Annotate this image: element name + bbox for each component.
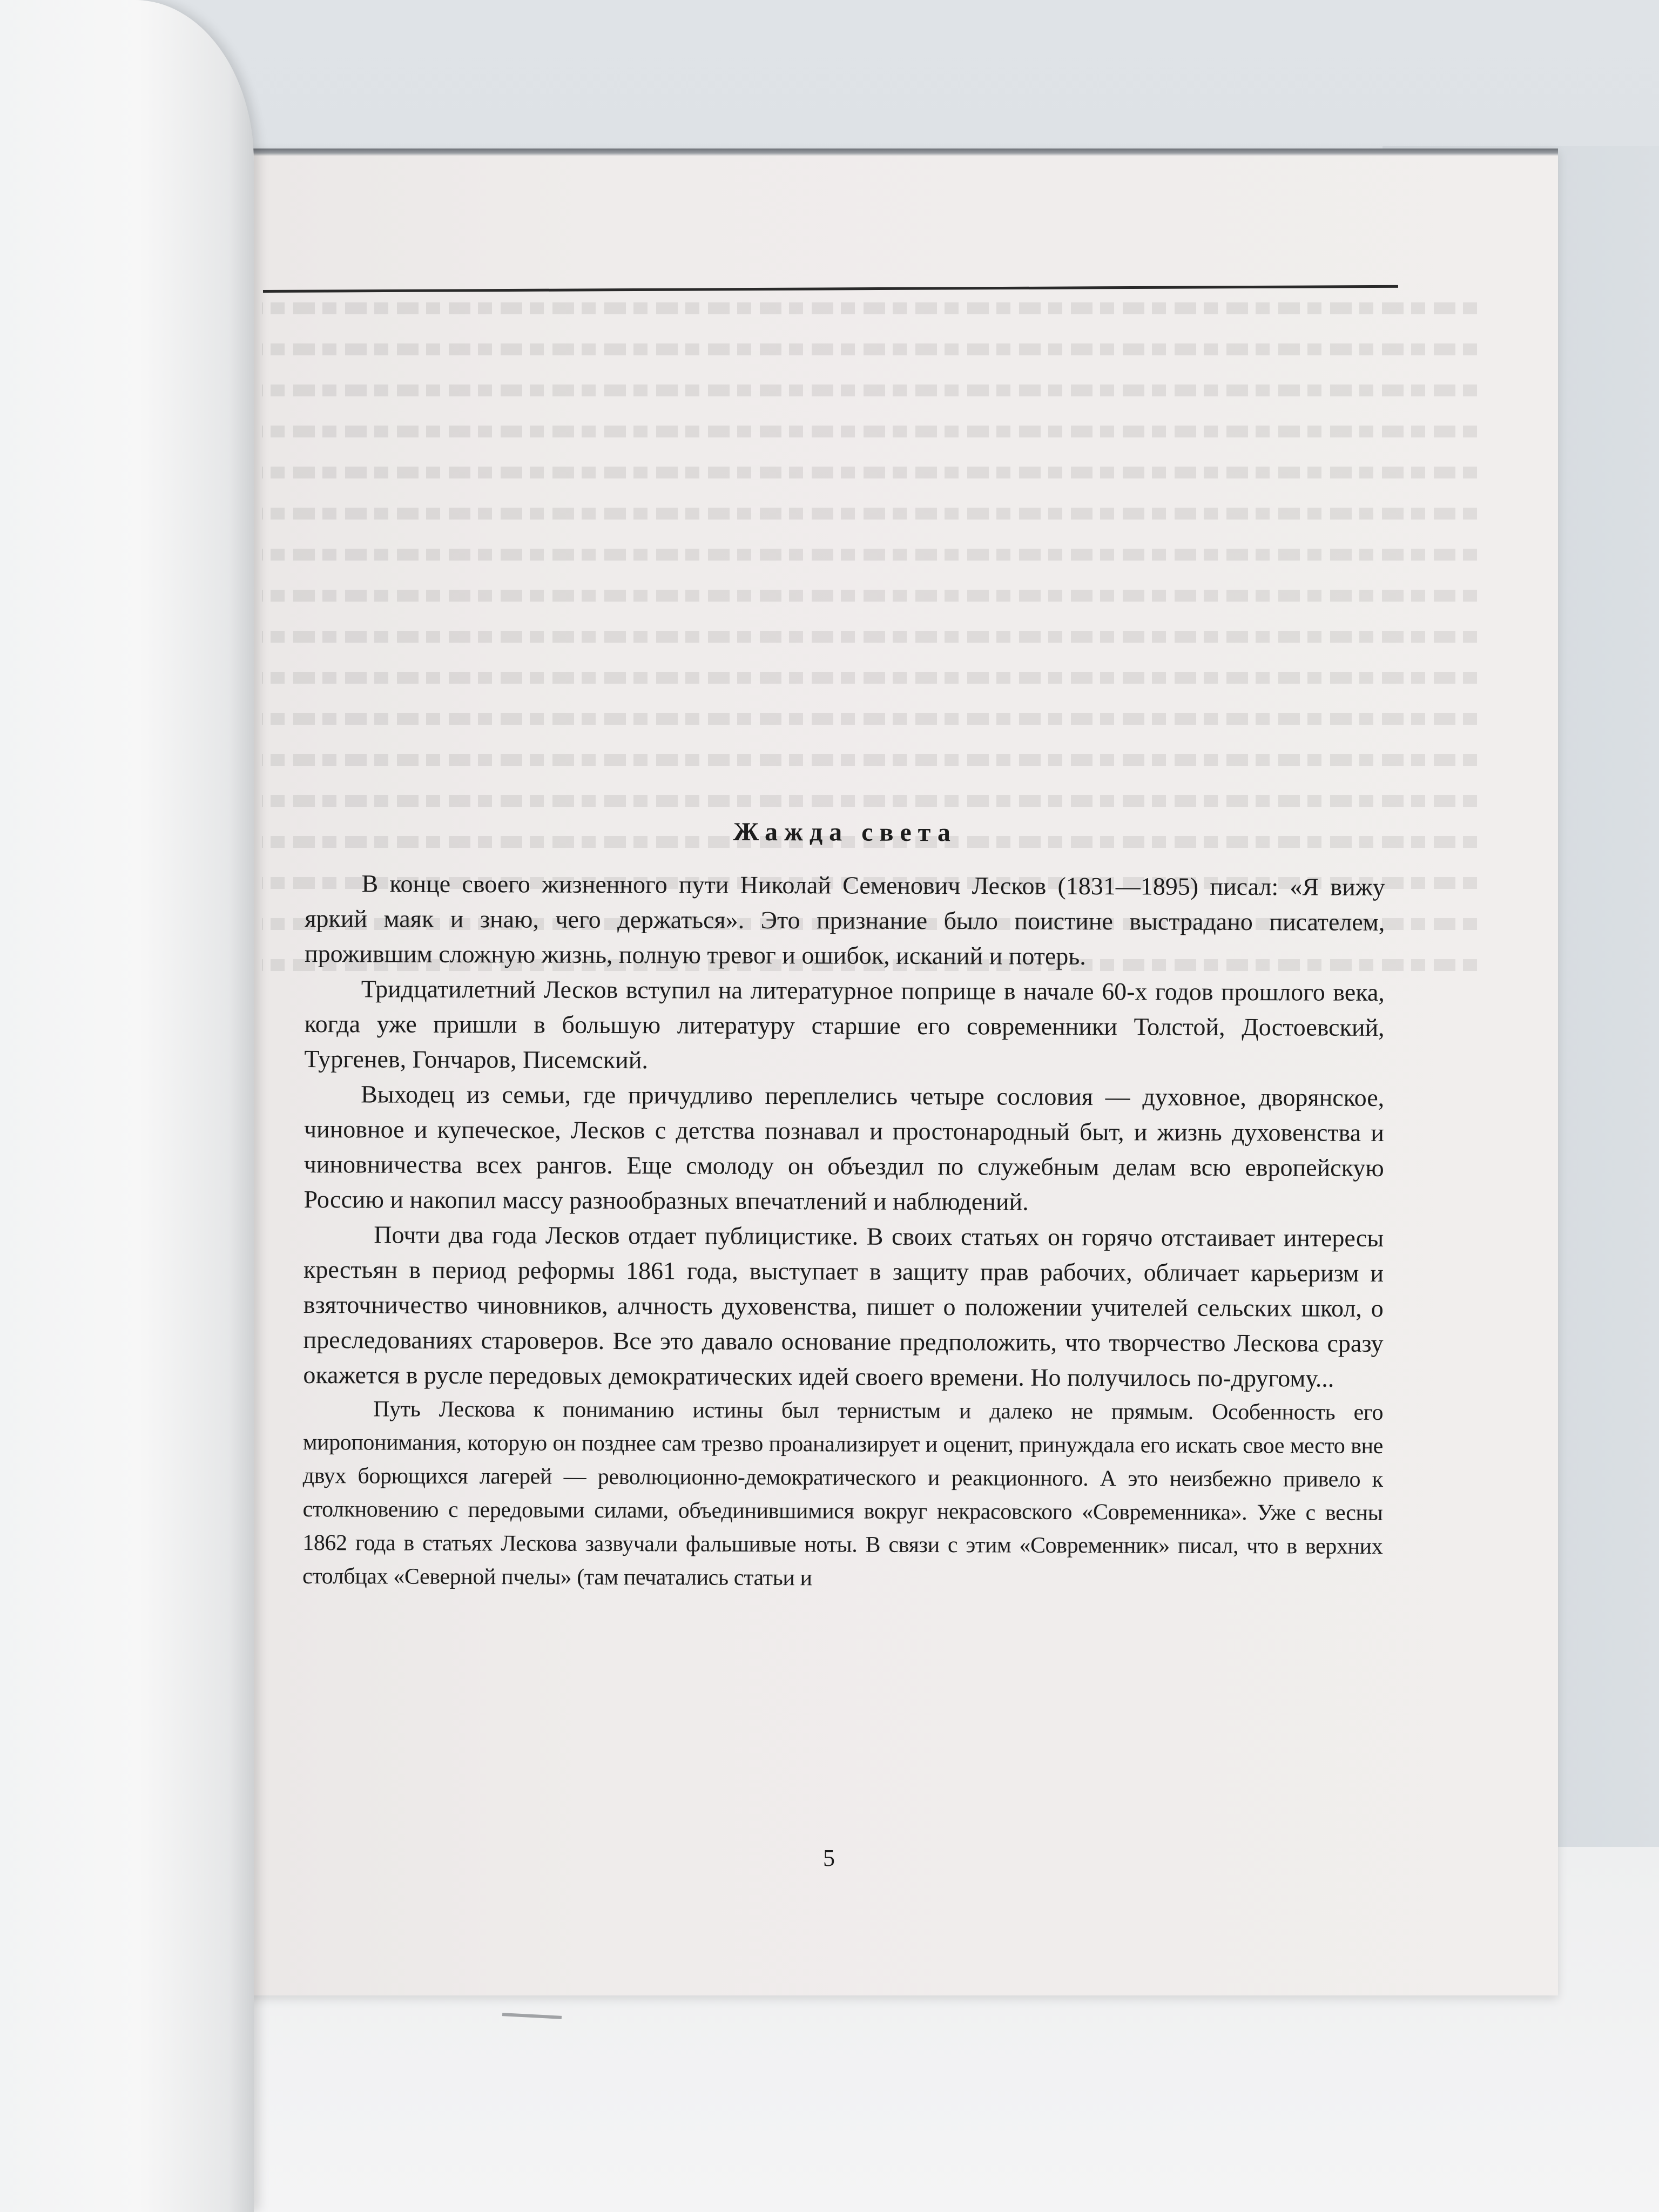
page-top-edge — [181, 149, 1558, 156]
left-facing-page — [0, 0, 254, 2212]
paragraph-2: Тридцатилетний Лесков вступил на литературное поприще в начале 60-х годов прошлого века, когда уже пришли в большую литературу старшие его современники Толстой, Достоевский, Тургенев, Гончаров, Писемский. — [304, 975, 1385, 1074]
paragraph-3: Выходец из семьи, где причудливо переплелись четыре сословия — духовное, дворянское, чиновное и купеческое, Лесков с детства познавал и простонародный быт, и жизнь духовенства и чиновничества всех рангов. Еще смолоду он объездил по служебным делам всю европейскую Россию и накопил массу разнообразных впечатлений и наблюдений. — [304, 1080, 1385, 1216]
page-number: 5 — [823, 1845, 835, 1871]
page-content — [302, 813, 1385, 1597]
paragraph-5: Путь Лескова к пониманию истины был тернистым и далеко не прямым. Особенность его миропонимания, которую он позднее сам трезво проанализирует и оценит, принуждала его искать свое место вне двух борющихся лагерей — революционно-демократического и реакционного. А это неизбежно привело к столкновению с передовыми силами, объединившимися вокруг некрасовского «Современника». Уже с весны 1862 года в статьях Лескова зазвучали фальшивые ноты. В связи с этим «Современник» писал, что в верхних столбцах «Северной пчелы» (там печатались статьи и — [302, 1397, 1384, 1591]
book-page — [181, 149, 1558, 1995]
header-rule — [263, 285, 1398, 293]
paragraph-4: Почти два года Лесков отдает публицистике. В своих статьях он горячо отстаивает интересы крестьян в период реформы 1861 года, выступает в защиту прав рабочих, обличает карьеризм и взяточничество чиновников, алчность духовенства, пишет о положении учителей сельских школ, о преследованиях староверов. Все это давало основание предположить, что творчество Лескова сразу окажется в русле передовых демократических идей своего времени. Но получилось по-другому... — [303, 1220, 1384, 1392]
chapter-title: Жажда света — [733, 817, 957, 847]
paragraph-1: В конце своего жизненного пути Николай Семенович Лесков (1831—1895) писал: «Я вижу яркий маяк и знаю, чего держаться». Это признание было поистине выстрадано писателем, прожившим сложную жизнь, полную тревог и ошибок, исканий и потерь. — [305, 869, 1385, 970]
